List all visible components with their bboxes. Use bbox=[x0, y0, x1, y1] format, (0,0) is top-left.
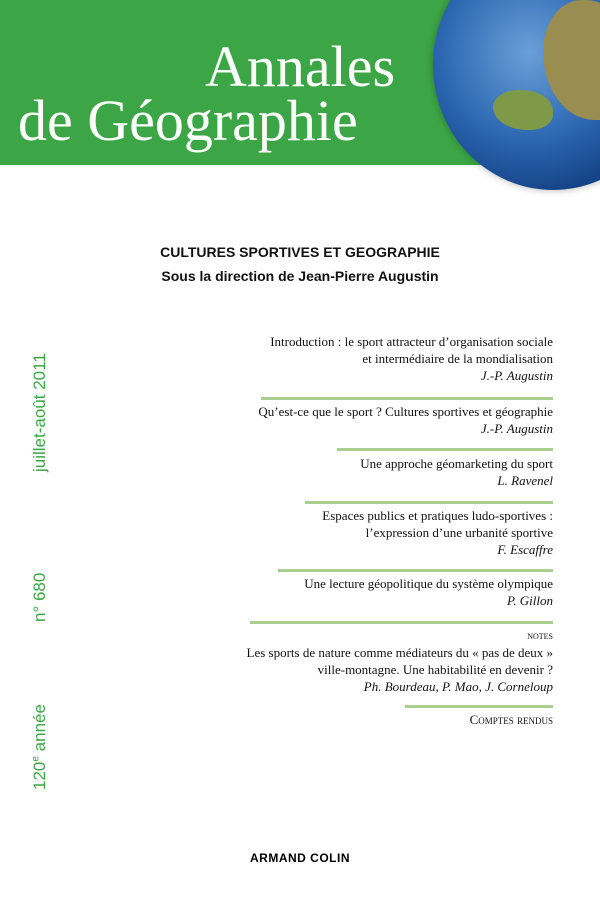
entry-title: l’expression d’une urbanité sportive bbox=[365, 525, 553, 540]
divider bbox=[250, 621, 553, 624]
issue-number: n° 680 bbox=[30, 572, 49, 622]
year-number: 120 bbox=[30, 761, 49, 790]
toc-entry[interactable] bbox=[322, 507, 553, 558]
entry-title: Qu’est-ce que le sport ? Cultures sportives et géographie bbox=[258, 404, 553, 419]
entry-author: F. Escaffre bbox=[497, 542, 553, 557]
divider bbox=[405, 705, 553, 708]
issue-heading bbox=[0, 240, 600, 288]
toc-entry[interactable] bbox=[360, 455, 553, 489]
entry-author: P. Gillon bbox=[507, 593, 553, 608]
entry-author: J.-P. Augustin bbox=[480, 368, 553, 383]
entry-author: L. Ravenel bbox=[497, 473, 553, 488]
divider bbox=[278, 569, 553, 572]
year-label: année bbox=[30, 704, 49, 757]
entry-author: Ph. Bourdeau, P. Mao, J. Corneloup bbox=[363, 679, 553, 694]
issue-editor: Sous la direction de Jean-Pierre Augustin bbox=[161, 268, 439, 284]
toc-entry[interactable] bbox=[304, 575, 553, 609]
entry-title: et intermédiaire de la mondialisation bbox=[362, 351, 553, 366]
journal-title: Annales bbox=[205, 34, 396, 99]
entry-title: Introduction : le sport attracteur d’organisation sociale bbox=[270, 334, 553, 349]
toc-entry[interactable] bbox=[258, 403, 553, 437]
entry-author: J.-P. Augustin bbox=[480, 421, 553, 436]
toc-entry[interactable] bbox=[270, 333, 553, 384]
divider bbox=[305, 501, 553, 504]
publisher-logo: ARMAND COLIN bbox=[250, 851, 350, 865]
issue-theme: CULTURES SPORTIVES ET GEOGRAPHIE bbox=[160, 244, 440, 260]
entry-title: Une approche géomarketing du sport bbox=[360, 456, 553, 471]
entry-title: Espaces publics et pratiques ludo-sportives : bbox=[322, 508, 553, 523]
entry-title: Une lecture géopolitique du système olympique bbox=[304, 576, 553, 591]
entry-title: Les sports de nature comme médiateurs du « pas de deux » bbox=[246, 645, 553, 660]
journal-title-line2: de Géographie bbox=[18, 88, 358, 153]
comptes-rendus[interactable]: Comptes rendus bbox=[469, 712, 553, 727]
section-label: notes bbox=[527, 628, 553, 642]
entry-title: ville-montagne. Une habitabilité en devenir ? bbox=[317, 662, 553, 677]
issue-date: juillet-août 2011 bbox=[30, 353, 49, 472]
divider bbox=[337, 448, 553, 451]
divider bbox=[261, 397, 553, 400]
year-sup: e bbox=[30, 756, 42, 762]
toc-entry[interactable] bbox=[247, 627, 554, 695]
volume-year bbox=[30, 704, 50, 790]
